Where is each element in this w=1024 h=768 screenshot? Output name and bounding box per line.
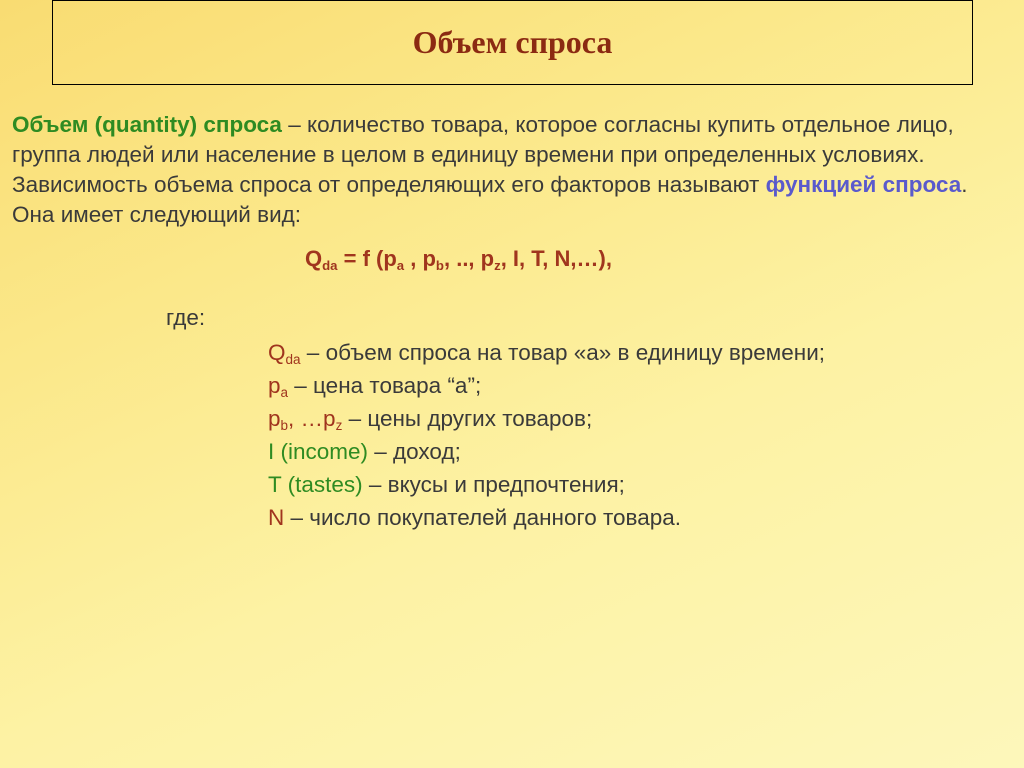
definition-income — [268, 435, 825, 468]
formula-pb-sub: b — [435, 258, 444, 273]
formula-q-sub: da — [322, 258, 338, 273]
symbol-pz: , …p — [288, 406, 336, 431]
definition-buyers — [268, 501, 825, 534]
formula-part-3: , .., p — [443, 246, 495, 271]
formula-part-2: , p — [404, 246, 436, 271]
formula-part-1: = f (p — [337, 246, 397, 271]
definition-text: – вкусы и предпочтения; — [362, 472, 625, 497]
formula-q: Q — [305, 246, 323, 271]
symbol-q-sub: da — [285, 352, 301, 367]
definition-pb-pz — [268, 402, 825, 435]
paragraph-text-1: – количество товара, которое согласны купить отдельное лицо, группа людей или население в целом в единицу времени при определенных условиях. Зависимость объема спроса от определяющих его факторов называют — [12, 112, 954, 197]
symbol-p: p — [268, 406, 281, 431]
symbol-p: p — [268, 373, 281, 398]
symbol-income: I (income) — [268, 439, 369, 464]
symbol-pa-sub: a — [280, 385, 289, 400]
definition-tastes — [268, 468, 825, 501]
symbol-pz-sub: z — [335, 418, 343, 433]
definition-pa — [268, 369, 825, 402]
where-label: где: — [166, 305, 206, 330]
definition-qda — [268, 336, 825, 369]
formula-pa-sub: a — [396, 258, 405, 273]
formula-pz-sub: z — [494, 258, 501, 273]
definition-text: – объем спроса на товар «а» в единицу времени; — [300, 340, 826, 365]
title-box — [52, 0, 973, 85]
definition-text: – число покупателей данного товара. — [284, 505, 682, 530]
formula-tail: , I, T, N,…), — [500, 246, 612, 271]
symbol-tastes: T (tastes) — [268, 472, 363, 497]
page-title: Объем спроса — [412, 24, 613, 60]
definition-text: – цены других товаров; — [342, 406, 593, 431]
paragraph-text-2: . Она имеет следующий вид: — [12, 172, 968, 227]
demand-formula — [305, 246, 612, 272]
definition-paragraph — [12, 110, 1012, 230]
symbol-pb-sub: b — [280, 418, 289, 433]
symbol-q: Q — [268, 340, 286, 365]
definition-text: – доход; — [368, 439, 461, 464]
definitions-list — [268, 336, 825, 534]
term-demand-function: функцией спроса — [765, 172, 962, 197]
definition-text: – цена товара “а”; — [288, 373, 482, 398]
symbol-n: N — [268, 505, 285, 530]
term-quantity-demand: Объем (quantity) спроса — [12, 112, 282, 137]
